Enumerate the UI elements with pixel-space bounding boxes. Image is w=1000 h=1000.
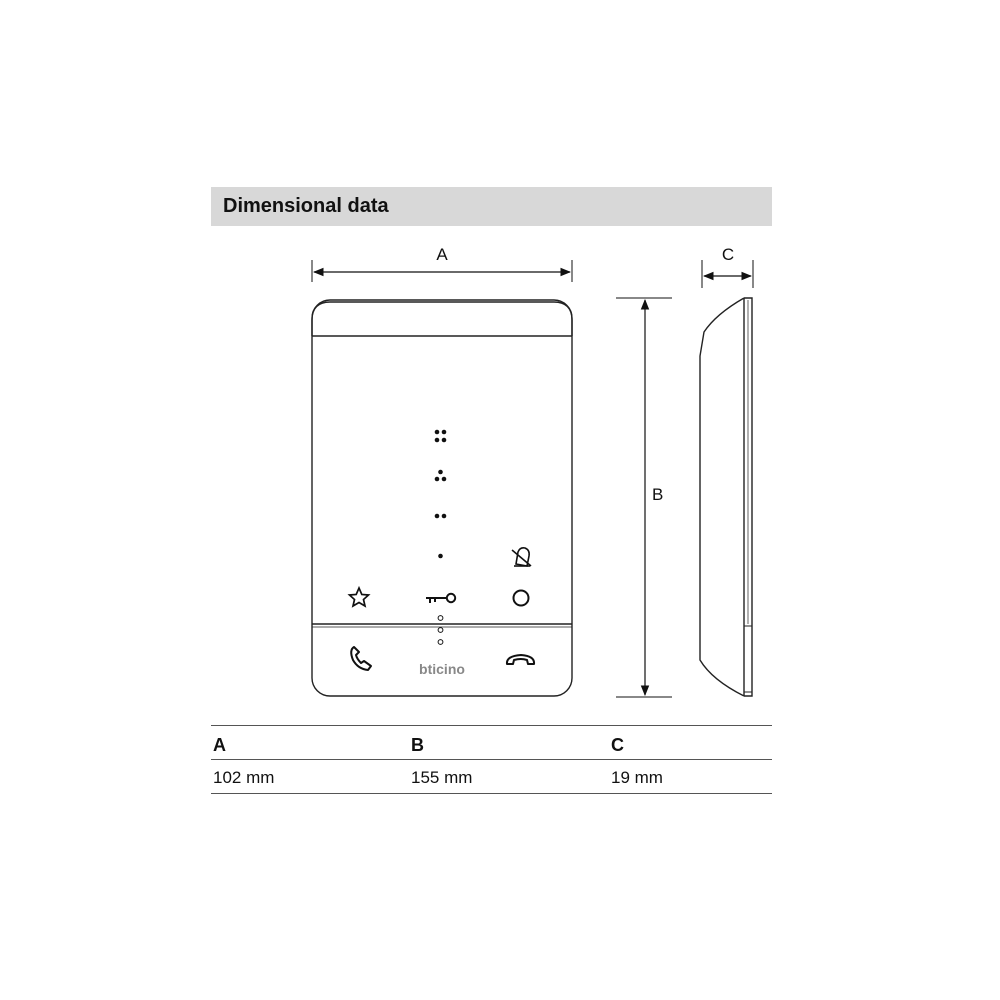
speaker-min-icon <box>438 554 443 559</box>
speaker-volume-icon <box>435 430 447 443</box>
table-header-c: C <box>611 735 624 755</box>
device-front-view <box>312 300 572 696</box>
table-value-a: 102 mm <box>213 768 275 787</box>
phone-answer-icon <box>351 647 371 670</box>
key-icon <box>426 594 455 603</box>
device-side-view <box>700 298 752 696</box>
dimension-a-label: A <box>436 245 448 264</box>
table-bottom-rule <box>211 793 772 794</box>
section-title: Dimensional data <box>223 195 389 217</box>
dimension-a <box>312 245 572 282</box>
circle-button-icon <box>514 591 529 606</box>
phone-hangup-icon <box>507 655 534 664</box>
dimension-b <box>616 298 672 697</box>
dimension-b-label: B <box>652 485 664 504</box>
speaker-low-icon <box>435 514 447 519</box>
speaker-mid-icon <box>435 470 447 482</box>
table-value-c: 19 mm <box>611 768 663 787</box>
star-icon <box>350 588 369 606</box>
dimension-c-label: C <box>721 245 735 264</box>
dimension-c <box>702 245 753 288</box>
table-top-rule <box>211 725 772 726</box>
brand-logo: bticino <box>419 661 465 677</box>
bell-mute-icon <box>512 548 531 566</box>
table-value-b: 155 mm <box>411 768 473 787</box>
table-header-b: B <box>411 735 424 755</box>
table-header-a: A <box>213 735 226 755</box>
led-dots-icon <box>438 616 443 645</box>
table-mid-rule <box>211 759 772 760</box>
